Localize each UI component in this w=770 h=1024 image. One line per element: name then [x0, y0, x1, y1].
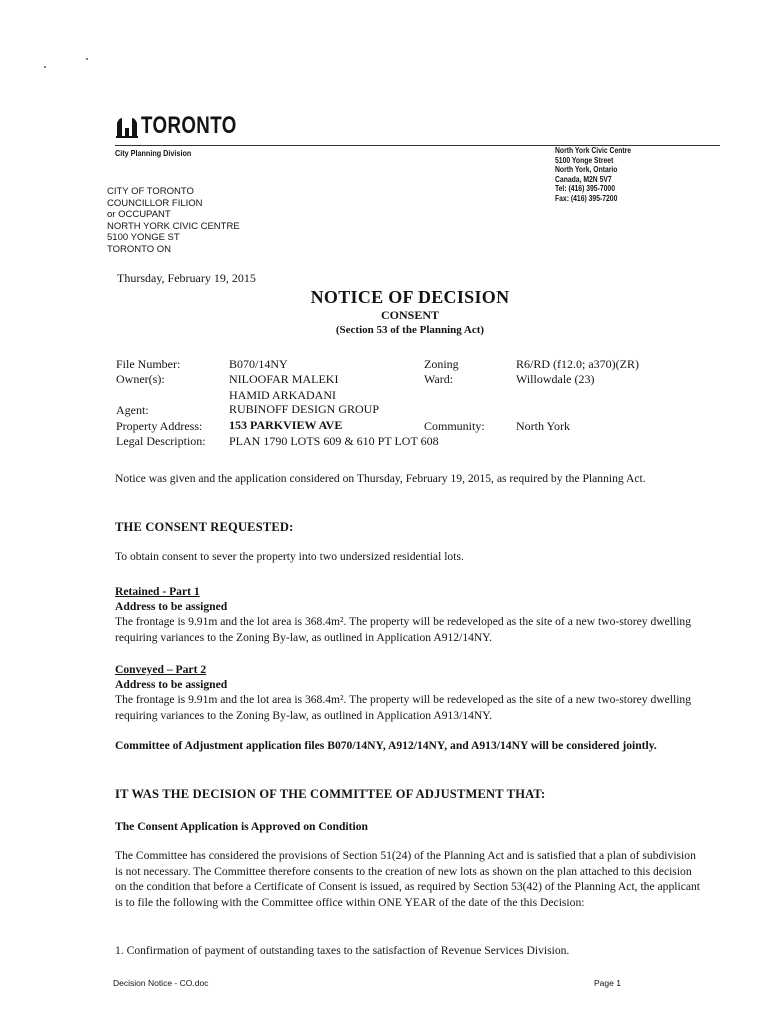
part2-text: The frontage is 9.91m and the lot area is 368.4m². The property will be redeveloped as the site of a new two-storey dwelling requiring variances to the Zoning By-law, as outlined in Application A913/14NY. [115, 693, 692, 722]
owner-2: HAMID ARKADANI [229, 388, 336, 402]
part2-address: Address to be assigned [115, 678, 228, 691]
recipient-line: COUNCILLOR FILION [107, 197, 203, 209]
office-line: 5100 Yonge Street [555, 155, 614, 165]
footer-filename: Decision Notice - CO.doc [113, 978, 209, 988]
section-reference: (Section 53 of the Planning Act) [335, 324, 485, 336]
footer-page-number: Page 1 [594, 978, 621, 988]
office-fax: Fax: (416) 395-7200 [555, 193, 618, 203]
agent-value: RUBINOFF DESIGN GROUP [229, 402, 380, 416]
property-address: 153 PARKVIEW AVE [229, 418, 343, 432]
community-value: North York [516, 419, 571, 433]
community-label: Community: [424, 419, 485, 433]
zoning-label: Zoning [424, 357, 459, 371]
consent-requested-text: To obtain consent to sever the property into two undersized residential lots. [115, 550, 464, 563]
office-phone: Tel: (416) 395-7000 [555, 184, 615, 193]
recipient-line: TORONTO ON [107, 243, 172, 255]
subtitle: CONSENT [380, 308, 439, 322]
office-line: North York Civic Centre [555, 146, 632, 155]
agent-label: Agent: [116, 403, 149, 417]
joint-consideration-note: Committee of Adjustment application files B070/14NY, A912/14NY, and A913/14NY will be considered jointly. [115, 739, 657, 752]
file-number-label: File Number: [116, 357, 181, 371]
recipient-address [107, 186, 240, 256]
property-address-label: Property Address: [116, 419, 203, 433]
decision-heading: IT WAS THE DECISION OF THE COMMITTEE OF ADJUSTMENT THAT: [115, 787, 546, 801]
committee-paragraph: The Committee has considered the provisions of Section 51(24) of the Planning Act and is satisfied that a plan of subdivision is not necessary. The Committee therefore consents to the creation of new lots as shown on the plan attached to this decision on the condition that before a Certificate of Consent is issued, as required by Section 53(42) of the Planning Act, the applicant is to file the following with the Committee office within ONE YEAR of the date of the this Decision: [115, 849, 701, 909]
approved-heading: The Consent Application is Approved on Condition [115, 820, 368, 833]
part1-address: Address to be assigned [115, 600, 228, 613]
consent-requested-heading: THE CONSENT REQUESTED: [115, 520, 294, 534]
legal-description-label: Legal Description: [116, 434, 206, 448]
city-hall-icon [115, 114, 139, 138]
recipient-line: or OCCUPANT [107, 209, 171, 221]
recipient-line: 5100 YONGE ST [107, 232, 180, 244]
division-name: City Planning Division [115, 148, 192, 158]
notice-paragraph: Notice was given and the application considered on Thursday, February 19, 2015, as required by the Planning Act. [115, 472, 646, 485]
logo-wordmark: TORONTO [141, 112, 237, 139]
part1-heading: Retained - Part 1 [115, 585, 200, 598]
part2-heading: Conveyed – Part 2 [115, 663, 207, 676]
condition-item: 1. Confirmation of payment of outstanding taxes to the satisfaction of Revenue Services Division. [115, 944, 570, 957]
recipient-line: NORTH YORK CIVIC CENTRE [107, 220, 240, 232]
file-number: B070/14NY [229, 357, 288, 371]
owner-1: NILOOFAR MALEKI [229, 372, 339, 386]
legal-description: PLAN 1790 LOTS 609 & 610 PT LOT 608 [229, 434, 439, 448]
scan-speck [44, 66, 46, 68]
recipient-line: CITY OF TORONTO [107, 186, 194, 197]
zoning-value: R6/RD (f12.0; a370)(ZR) [516, 357, 639, 371]
notice-date: Thursday, February 19, 2015 [117, 271, 256, 285]
scan-speck [86, 58, 88, 60]
office-address [555, 146, 631, 203]
ward-label: Ward: [424, 372, 454, 386]
office-line: Canada, M2N 5V7 [555, 174, 612, 184]
owner-label: Owner(s): [116, 372, 165, 386]
part1-text: The frontage is 9.91m and the lot area is 368.4m². The property will be redeveloped as the site of a new two-storey dwelling requiring variances to the Zoning By-law, as outlined in Application A912/14NY. [115, 615, 692, 644]
ward-value: Willowdale (23) [516, 372, 595, 386]
page-title: NOTICE OF DECISION [310, 287, 510, 307]
office-line: North York, Ontario [555, 165, 618, 174]
